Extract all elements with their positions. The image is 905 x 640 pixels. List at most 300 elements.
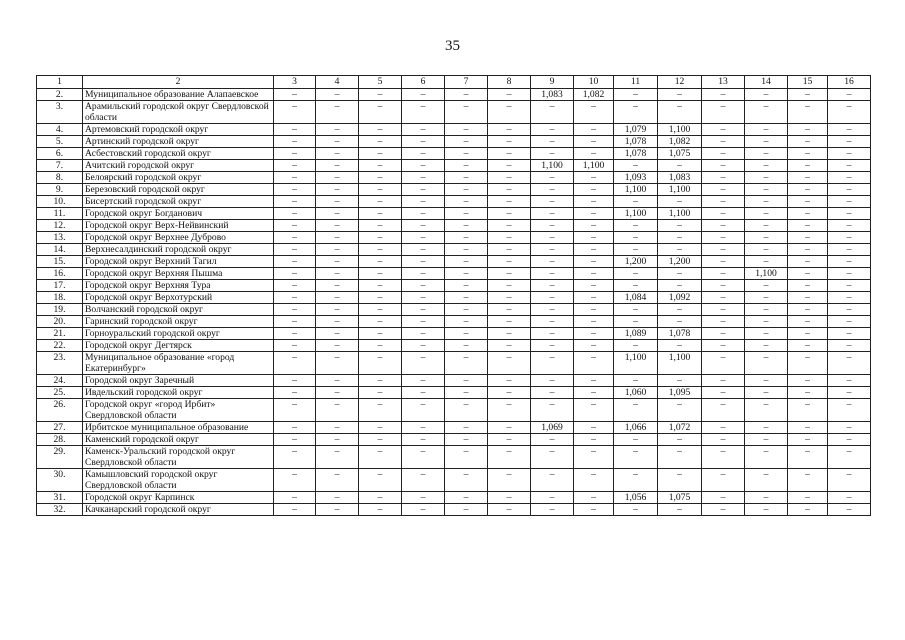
value-cell: – — [359, 422, 402, 434]
value-cell: – — [488, 446, 531, 469]
value-cell: – — [828, 304, 871, 316]
value-cell: 1,200 — [614, 256, 658, 268]
row-number: 32. — [37, 504, 83, 516]
value-cell: – — [614, 244, 658, 256]
municipality-name: Артемовский городской округ — [83, 124, 274, 136]
value-cell: – — [745, 292, 788, 304]
municipality-name: Бисертский городской округ — [83, 196, 274, 208]
column-header: 4 — [316, 76, 359, 89]
value-cell: – — [788, 220, 828, 232]
value-cell: – — [828, 160, 871, 172]
row-number: 31. — [37, 492, 83, 504]
value-cell: – — [702, 387, 745, 399]
value-cell: – — [488, 292, 531, 304]
value-cell: – — [745, 184, 788, 196]
table-row — [37, 256, 871, 268]
value-cell: – — [702, 256, 745, 268]
value-cell: – — [531, 375, 574, 387]
value-cell: – — [788, 340, 828, 352]
value-cell: – — [316, 232, 359, 244]
table-row — [37, 504, 871, 516]
value-cell: – — [788, 148, 828, 160]
value-cell: – — [828, 172, 871, 184]
value-cell: – — [445, 220, 488, 232]
value-cell: – — [488, 101, 531, 124]
column-header: 12 — [658, 76, 702, 89]
municipality-name: Городской округ Богданович — [83, 208, 274, 220]
value-cell: – — [828, 136, 871, 148]
value-cell: – — [402, 492, 445, 504]
value-cell: – — [531, 340, 574, 352]
value-cell: – — [274, 304, 316, 316]
value-cell: – — [574, 220, 614, 232]
value-cell: – — [574, 184, 614, 196]
value-cell: – — [614, 434, 658, 446]
value-cell: – — [788, 422, 828, 434]
municipality-name: Белоярский городской округ — [83, 172, 274, 184]
value-cell: – — [316, 268, 359, 280]
value-cell: 1,060 — [614, 387, 658, 399]
value-cell: – — [614, 399, 658, 422]
municipality-name: Городской округ Верхний Тагил — [83, 256, 274, 268]
value-cell: – — [402, 422, 445, 434]
value-cell: – — [828, 328, 871, 340]
municipality-name: Ивдельский городской округ — [83, 387, 274, 399]
value-cell: – — [316, 328, 359, 340]
value-cell: 1,075 — [658, 148, 702, 160]
row-number: 5. — [37, 136, 83, 148]
value-cell: – — [788, 280, 828, 292]
value-cell: – — [658, 340, 702, 352]
value-cell: – — [531, 244, 574, 256]
value-cell: – — [402, 280, 445, 292]
value-cell: – — [445, 280, 488, 292]
value-cell: – — [359, 160, 402, 172]
value-cell: 1,200 — [658, 256, 702, 268]
value-cell: – — [745, 316, 788, 328]
value-cell: – — [788, 352, 828, 375]
value-cell: – — [531, 504, 574, 516]
column-header: 14 — [745, 76, 788, 89]
value-cell: – — [531, 434, 574, 446]
row-number: 12. — [37, 220, 83, 232]
table-row — [37, 387, 871, 399]
value-cell: – — [316, 172, 359, 184]
value-cell: – — [531, 280, 574, 292]
municipality-name: Ирбитское муниципальное образование — [83, 422, 274, 434]
value-cell: 1,082 — [574, 89, 614, 101]
value-cell: – — [531, 446, 574, 469]
value-cell: – — [745, 387, 788, 399]
value-cell: – — [745, 492, 788, 504]
row-number: 25. — [37, 387, 83, 399]
value-cell: – — [531, 268, 574, 280]
value-cell: – — [359, 469, 402, 492]
value-cell: 1,083 — [531, 89, 574, 101]
value-cell: – — [274, 352, 316, 375]
value-cell: 1,095 — [658, 387, 702, 399]
value-cell: – — [828, 280, 871, 292]
value-cell: – — [828, 256, 871, 268]
value-cell: – — [402, 387, 445, 399]
value-cell: – — [274, 504, 316, 516]
value-cell: 1,078 — [614, 148, 658, 160]
table-row — [37, 136, 871, 148]
column-header: 9 — [531, 76, 574, 89]
value-cell: – — [488, 196, 531, 208]
municipality-name: Горноуральский городской округ — [83, 328, 274, 340]
row-number: 14. — [37, 244, 83, 256]
value-cell: – — [316, 148, 359, 160]
value-cell: – — [828, 101, 871, 124]
value-cell: – — [788, 399, 828, 422]
municipality-name: Артинский городской округ — [83, 136, 274, 148]
row-number: 30. — [37, 469, 83, 492]
value-cell: – — [531, 328, 574, 340]
municipality-name: Муниципальное образование Алапаевское — [83, 89, 274, 101]
value-cell: – — [614, 504, 658, 516]
value-cell: – — [402, 256, 445, 268]
value-cell: – — [316, 387, 359, 399]
value-cell: – — [359, 101, 402, 124]
value-cell: – — [316, 208, 359, 220]
value-cell: 1,100 — [531, 160, 574, 172]
row-number: 29. — [37, 446, 83, 469]
value-cell: – — [574, 124, 614, 136]
value-cell: – — [316, 292, 359, 304]
municipality-name: Ачитский городской округ — [83, 160, 274, 172]
value-cell: – — [488, 304, 531, 316]
value-cell: 1,100 — [658, 124, 702, 136]
value-cell: – — [445, 292, 488, 304]
value-cell: – — [274, 280, 316, 292]
value-cell: – — [788, 244, 828, 256]
value-cell: – — [745, 375, 788, 387]
value-cell: – — [788, 492, 828, 504]
value-cell: – — [274, 292, 316, 304]
value-cell: – — [402, 304, 445, 316]
value-cell: 1,092 — [658, 292, 702, 304]
value-cell: – — [445, 208, 488, 220]
value-cell: – — [658, 101, 702, 124]
row-number: 13. — [37, 232, 83, 244]
value-cell: – — [274, 316, 316, 328]
value-cell: – — [402, 268, 445, 280]
value-cell: – — [359, 328, 402, 340]
value-cell: – — [702, 446, 745, 469]
value-cell: – — [788, 184, 828, 196]
value-cell: – — [274, 268, 316, 280]
value-cell: – — [274, 160, 316, 172]
value-cell: 1,089 — [614, 328, 658, 340]
table-row — [37, 352, 871, 375]
value-cell: – — [702, 469, 745, 492]
value-cell: – — [488, 232, 531, 244]
value-cell: – — [402, 148, 445, 160]
value-cell: – — [445, 101, 488, 124]
value-cell: – — [702, 504, 745, 516]
table-row — [37, 328, 871, 340]
value-cell: – — [828, 387, 871, 399]
value-cell: – — [658, 375, 702, 387]
value-cell: – — [359, 196, 402, 208]
municipality-name: Городской округ Верхняя Пышма — [83, 268, 274, 280]
value-cell: 1,100 — [574, 160, 614, 172]
value-cell: – — [402, 184, 445, 196]
value-cell: – — [702, 268, 745, 280]
value-cell: – — [788, 89, 828, 101]
value-cell: 1,066 — [614, 422, 658, 434]
table-row — [37, 101, 871, 124]
value-cell: – — [402, 328, 445, 340]
value-cell: – — [316, 220, 359, 232]
value-cell: – — [445, 304, 488, 316]
value-cell: – — [445, 148, 488, 160]
value-cell: – — [445, 160, 488, 172]
value-cell: – — [274, 469, 316, 492]
value-cell: – — [702, 316, 745, 328]
municipality-name: Городской округ Верхотурский — [83, 292, 274, 304]
row-number: 11. — [37, 208, 83, 220]
value-cell: 1,100 — [745, 268, 788, 280]
value-cell: – — [828, 469, 871, 492]
value-cell: – — [531, 492, 574, 504]
value-cell: – — [614, 160, 658, 172]
value-cell: – — [574, 172, 614, 184]
value-cell: – — [274, 220, 316, 232]
value-cell: – — [274, 256, 316, 268]
value-cell: – — [402, 352, 445, 375]
value-cell: – — [531, 304, 574, 316]
municipality-name: Качканарский городской округ — [83, 504, 274, 516]
value-cell: – — [402, 196, 445, 208]
table-row — [37, 172, 871, 184]
value-cell: – — [402, 136, 445, 148]
value-cell: – — [274, 434, 316, 446]
value-cell: – — [702, 304, 745, 316]
value-cell: – — [274, 89, 316, 101]
value-cell: – — [574, 387, 614, 399]
value-cell: – — [658, 160, 702, 172]
value-cell: – — [316, 280, 359, 292]
value-cell: – — [316, 399, 359, 422]
value-cell: – — [788, 434, 828, 446]
value-cell: – — [745, 399, 788, 422]
value-cell: – — [488, 280, 531, 292]
row-number: 8. — [37, 172, 83, 184]
value-cell: – — [828, 196, 871, 208]
value-cell: – — [359, 387, 402, 399]
value-cell: 1,093 — [614, 172, 658, 184]
value-cell: – — [274, 328, 316, 340]
value-cell: – — [702, 328, 745, 340]
value-cell: 1,084 — [614, 292, 658, 304]
municipality-name: Гаринский городской округ — [83, 316, 274, 328]
row-number: 2. — [37, 89, 83, 101]
table-row — [37, 124, 871, 136]
value-cell: – — [274, 492, 316, 504]
value-cell: – — [359, 340, 402, 352]
value-cell: – — [531, 232, 574, 244]
value-cell: – — [359, 184, 402, 196]
value-cell: – — [488, 148, 531, 160]
value-cell: – — [445, 172, 488, 184]
value-cell: – — [402, 160, 445, 172]
municipality-name: Асбестовский городской округ — [83, 148, 274, 160]
page-number: 35 — [445, 38, 460, 54]
table-row — [37, 469, 871, 492]
value-cell: – — [788, 387, 828, 399]
value-cell: 1,075 — [658, 492, 702, 504]
value-cell: – — [614, 89, 658, 101]
value-cell: – — [316, 89, 359, 101]
value-cell: – — [316, 244, 359, 256]
value-cell: – — [658, 244, 702, 256]
value-cell: – — [574, 280, 614, 292]
value-cell: – — [614, 469, 658, 492]
value-cell: – — [828, 504, 871, 516]
value-cell: – — [488, 208, 531, 220]
value-cell: – — [402, 124, 445, 136]
municipality-name: Верхнесалдинский городской округ — [83, 244, 274, 256]
value-cell: 1,078 — [658, 328, 702, 340]
value-cell: – — [574, 232, 614, 244]
value-cell: – — [745, 172, 788, 184]
row-number: 27. — [37, 422, 83, 434]
value-cell: – — [828, 244, 871, 256]
municipality-name: Волчанский городской округ — [83, 304, 274, 316]
value-cell: 1,079 — [614, 124, 658, 136]
value-cell: – — [745, 304, 788, 316]
value-cell: – — [531, 399, 574, 422]
row-number: 4. — [37, 124, 83, 136]
value-cell: – — [531, 184, 574, 196]
value-cell: – — [702, 136, 745, 148]
value-cell: – — [402, 172, 445, 184]
value-cell: – — [788, 292, 828, 304]
value-cell: – — [274, 172, 316, 184]
value-cell: – — [359, 232, 402, 244]
value-cell: – — [274, 387, 316, 399]
value-cell: – — [828, 446, 871, 469]
value-cell: – — [788, 172, 828, 184]
value-cell: – — [658, 434, 702, 446]
row-number: 21. — [37, 328, 83, 340]
value-cell: – — [828, 208, 871, 220]
value-cell: – — [788, 136, 828, 148]
row-number: 6. — [37, 148, 83, 160]
value-cell: – — [445, 89, 488, 101]
value-cell: – — [745, 232, 788, 244]
value-cell: – — [488, 340, 531, 352]
value-cell: – — [745, 136, 788, 148]
value-cell: – — [788, 375, 828, 387]
value-cell: – — [788, 256, 828, 268]
value-cell: – — [828, 434, 871, 446]
value-cell: – — [445, 422, 488, 434]
value-cell: – — [745, 160, 788, 172]
municipality-name: Городской округ Карпинск — [83, 492, 274, 504]
value-cell: – — [702, 422, 745, 434]
value-cell: 1,083 — [658, 172, 702, 184]
row-number: 22. — [37, 340, 83, 352]
value-cell: – — [702, 220, 745, 232]
value-cell: 1,100 — [658, 184, 702, 196]
value-cell: – — [658, 220, 702, 232]
value-cell: – — [574, 469, 614, 492]
value-cell: – — [488, 469, 531, 492]
value-cell: – — [702, 340, 745, 352]
column-header: 15 — [788, 76, 828, 89]
value-cell: – — [488, 184, 531, 196]
value-cell: – — [445, 268, 488, 280]
value-cell: – — [445, 316, 488, 328]
value-cell: – — [359, 89, 402, 101]
value-cell: – — [274, 232, 316, 244]
table-row — [37, 268, 871, 280]
value-cell: – — [574, 446, 614, 469]
value-cell: – — [702, 292, 745, 304]
value-cell: – — [316, 184, 359, 196]
value-cell: – — [359, 268, 402, 280]
value-cell: – — [445, 184, 488, 196]
table-row — [37, 220, 871, 232]
table-row — [37, 208, 871, 220]
value-cell: – — [788, 101, 828, 124]
value-cell: – — [658, 304, 702, 316]
value-cell: – — [402, 101, 445, 124]
table-row — [37, 446, 871, 469]
value-cell: – — [274, 184, 316, 196]
value-cell: – — [488, 352, 531, 375]
value-cell: – — [574, 399, 614, 422]
value-cell: – — [574, 328, 614, 340]
value-cell: – — [745, 280, 788, 292]
municipality-name: Камышловский городской округ Свердловской области — [83, 469, 274, 492]
value-cell: – — [745, 101, 788, 124]
table-row — [37, 492, 871, 504]
value-cell: 1,078 — [614, 136, 658, 148]
value-cell: – — [488, 160, 531, 172]
value-cell: – — [574, 208, 614, 220]
value-cell: – — [614, 304, 658, 316]
value-cell: – — [828, 422, 871, 434]
value-cell: – — [828, 316, 871, 328]
value-cell: – — [316, 422, 359, 434]
value-cell: – — [574, 492, 614, 504]
value-cell: – — [359, 316, 402, 328]
value-cell: 1,100 — [658, 208, 702, 220]
table-row — [37, 399, 871, 422]
column-header: 1 — [37, 76, 83, 89]
value-cell: 1,056 — [614, 492, 658, 504]
value-cell: – — [359, 304, 402, 316]
value-cell: – — [531, 208, 574, 220]
value-cell: – — [574, 196, 614, 208]
row-number: 7. — [37, 160, 83, 172]
value-cell: – — [702, 148, 745, 160]
value-cell: – — [702, 375, 745, 387]
value-cell: – — [745, 446, 788, 469]
value-cell: – — [274, 340, 316, 352]
value-cell: – — [316, 124, 359, 136]
value-cell: – — [402, 434, 445, 446]
value-cell: – — [445, 492, 488, 504]
value-cell: – — [745, 352, 788, 375]
value-cell: – — [316, 375, 359, 387]
value-cell: – — [316, 304, 359, 316]
value-cell: – — [488, 387, 531, 399]
